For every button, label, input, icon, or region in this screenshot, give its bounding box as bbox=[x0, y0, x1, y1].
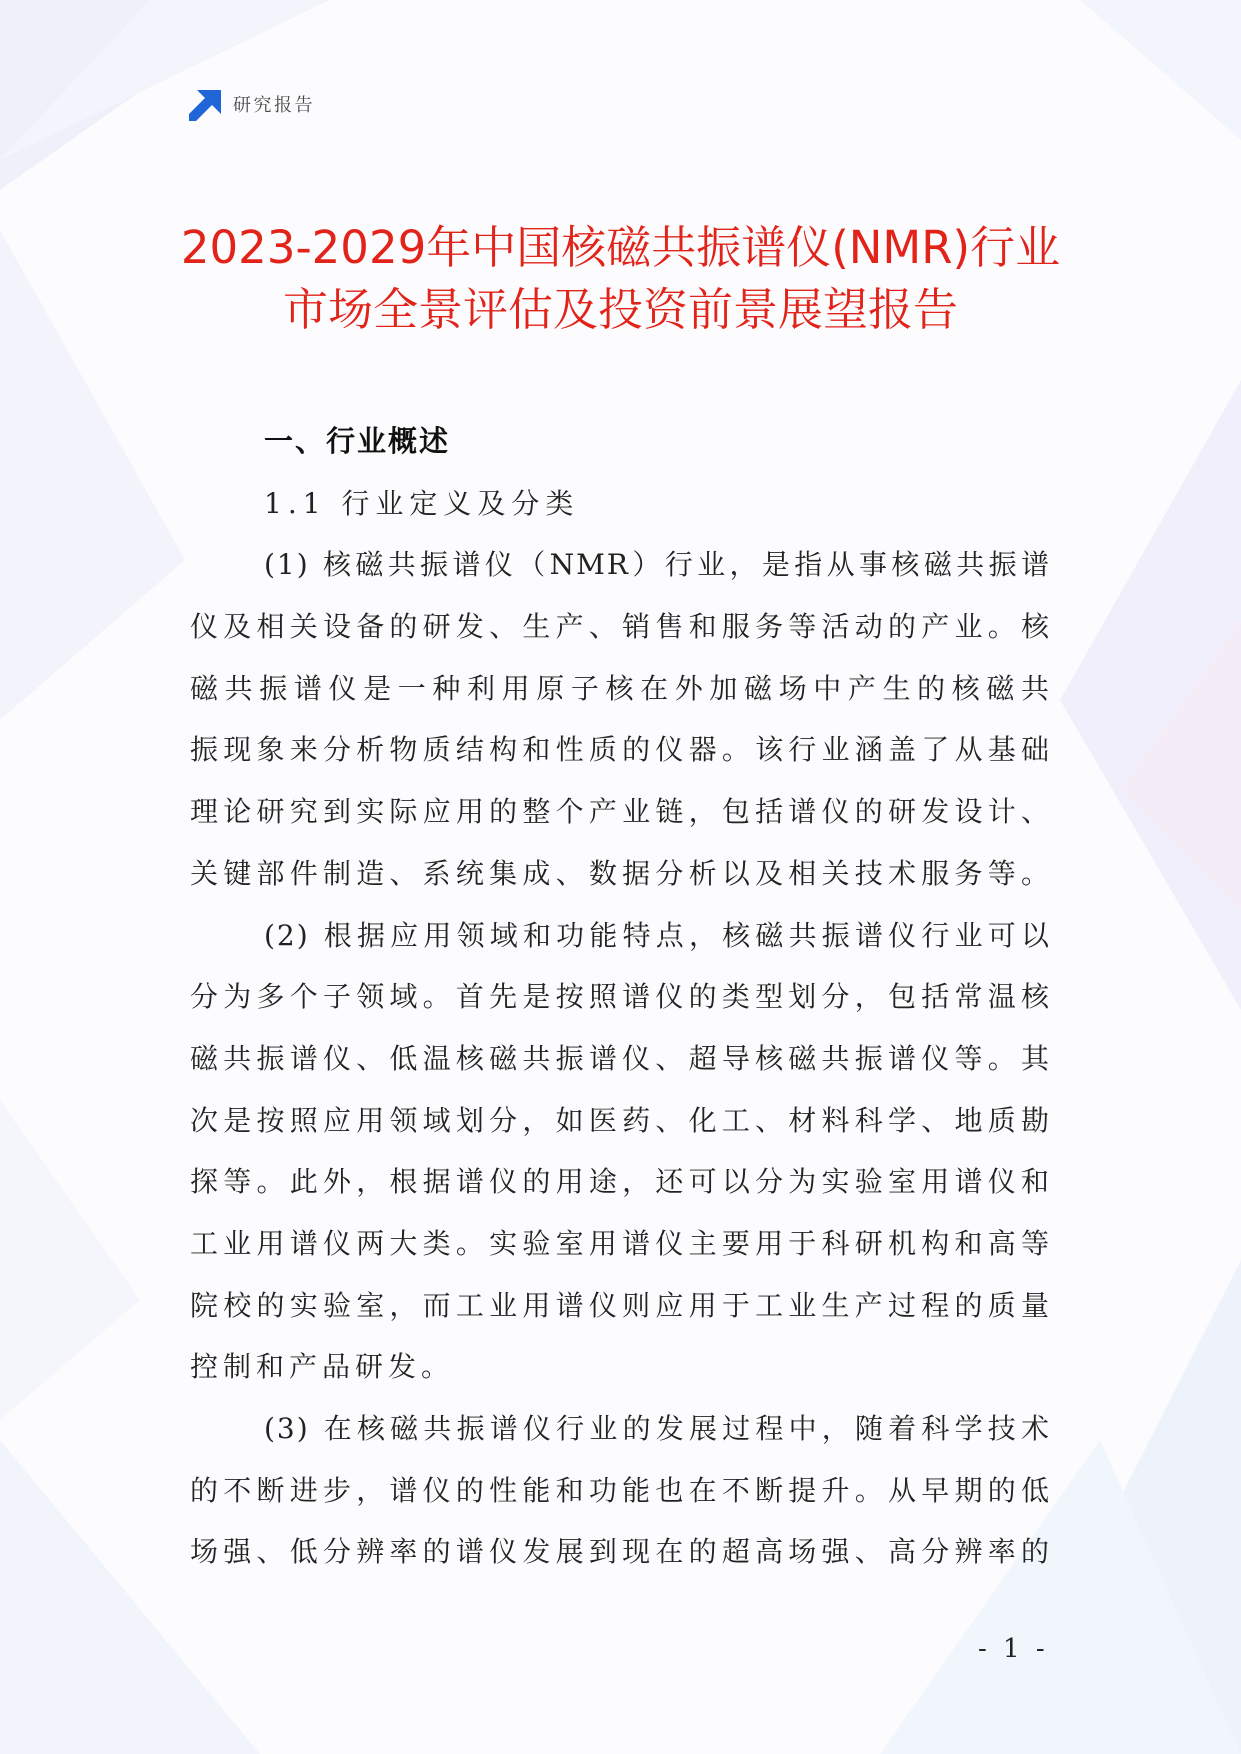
paragraph-line: (3) 在核磁共振谱仪行业的发展过程中，随着科学技术 bbox=[264, 1412, 1051, 1445]
paragraph-line: 振现象来分析物质结构和性质的仪器。该行业涵盖了从基础 bbox=[190, 733, 1051, 767]
paragraph-line: 探等。此外，根据谱仪的用途，还可以分为实验室用谱仪和 bbox=[190, 1165, 1051, 1199]
paragraph-line: 场强、低分辨率的谱仪发展到现在的超高场强、高分辨率的 bbox=[190, 1535, 1051, 1569]
report-body bbox=[190, 411, 1051, 1583]
paragraph-line: 工业用谱仪两大类。实验室用谱仪主要用于科研机构和高等 bbox=[190, 1226, 1051, 1260]
paragraph-3 bbox=[190, 1398, 1051, 1583]
paragraph-line: 院校的实验室，而工业用谱仪则应用于工业生产过程的质量 bbox=[190, 1288, 1051, 1322]
paragraph-line: 次是按照应用领域划分，如医药、化工、材料科学、地质勘 bbox=[190, 1103, 1051, 1137]
logo-graphic bbox=[188, 89, 222, 121]
bg-shape bbox=[1080, 0, 1241, 140]
paragraph-line: 控制和产品研发。 bbox=[190, 1350, 455, 1384]
paragraph-line: 分为多个子领域。首先是按照谱仪的类型划分，包括常温核 bbox=[190, 980, 1051, 1014]
paragraph-line: (2) 根据应用领域和功能特点，核磁共振谱仪行业可以 bbox=[264, 918, 1051, 952]
paragraph-line: 仪及相关设备的研发、生产、销售和服务等活动的产业。核 bbox=[190, 610, 1051, 644]
paragraph-line: 的不断进步，谱仪的性能和功能也在不断提升。从早期的低 bbox=[190, 1473, 1051, 1507]
arrow-up-right-icon bbox=[188, 89, 222, 121]
paragraph-line: 关键部件制造、系统集成、数据分析以及相关技术服务等。 bbox=[190, 856, 1051, 890]
page-number: - 1 - bbox=[978, 1634, 1049, 1664]
report-title-line-2: 市场全景评估及投资前景展望报告 bbox=[282, 283, 958, 336]
subsection-heading: 1.1 行业定义及分类 bbox=[264, 486, 580, 520]
report-title-line-1: 2023-2029年中国核磁共振谱仪(NMR)行业 bbox=[180, 221, 1061, 274]
logo-arrow-shaft bbox=[189, 97, 213, 121]
bg-shape bbox=[0, 1100, 140, 1420]
report-type-label: 研究报告 bbox=[233, 95, 315, 116]
paragraph-line: 理论研究到实际应用的整个产业链，包括谱仪的研发设计、 bbox=[190, 795, 1051, 829]
paragraph-line: 磁共振谱仪是一种利用原子核在外加磁场中产生的核磁共 bbox=[190, 671, 1051, 705]
paragraph-1 bbox=[190, 534, 1051, 904]
paragraph-2 bbox=[190, 905, 1051, 1399]
section-heading: 一、行业概述 bbox=[264, 424, 451, 458]
paragraph-line: (1) 核磁共振谱仪（NMR）行业，是指从事核磁共振谱 bbox=[264, 548, 1051, 582]
paragraph-line: 磁共振谱仪、低温核磁共振谱仪、超导核磁共振谱仪等。其 bbox=[190, 1041, 1051, 1075]
